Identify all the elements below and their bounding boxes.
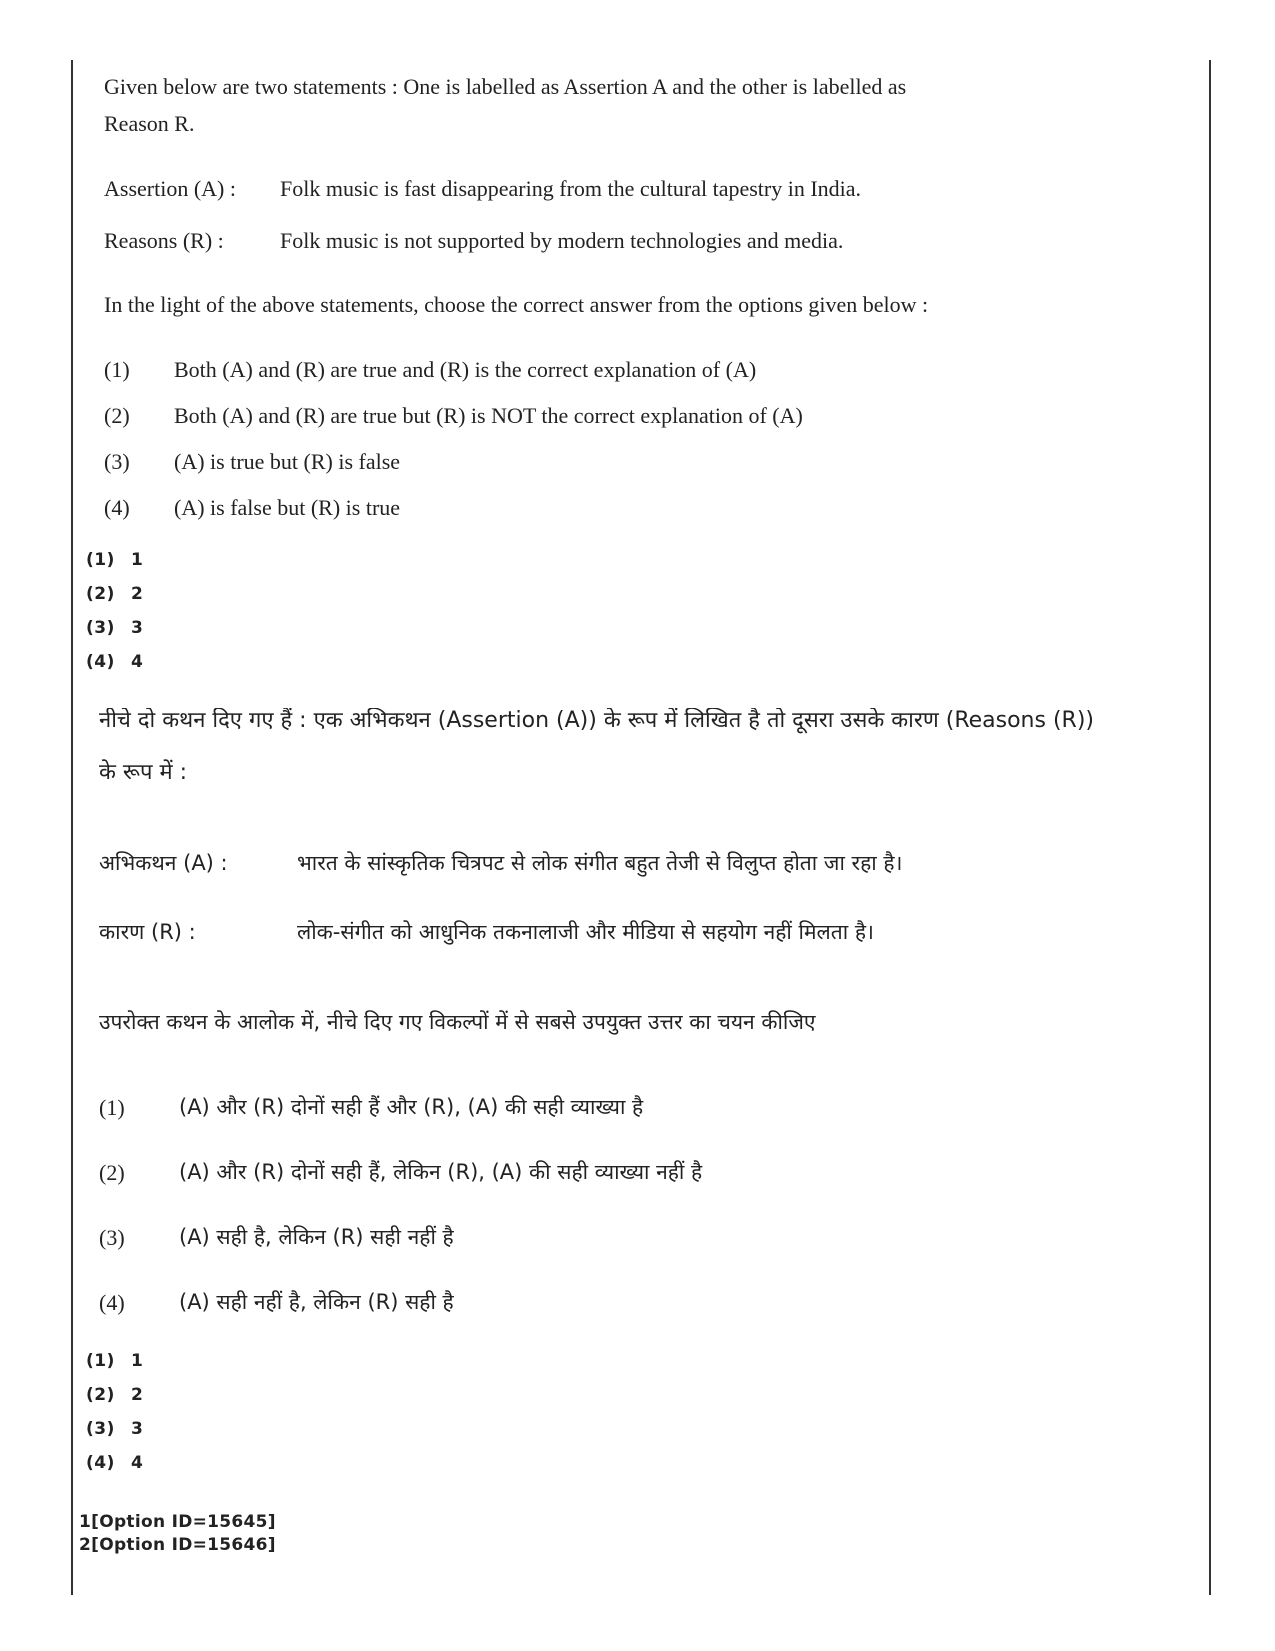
hindi-option-number: (4) (99, 1290, 125, 1315)
english-option-text: Both (A) and (R) are true but (R) is NOT the correct explanation of (A) (174, 403, 803, 428)
hindi-assertion-label: अभिकथन (A) : (99, 851, 228, 875)
option-id-line: 2[Option ID=15646] (79, 1535, 276, 1555)
hindi-assertion-text: भारत के सांस्कृतिक चित्रपट से लोक संगीत बहुत तेजी से विलुप्त होता जा रहा है। (297, 851, 903, 875)
english-assertion-label: Assertion (A) : (104, 176, 236, 201)
english-option-number: (3) (104, 449, 130, 474)
answer-choice[interactable] (86, 1385, 143, 1405)
answer-choice-number: (1) (86, 1351, 115, 1371)
answer-choice-number: (1) (86, 550, 115, 570)
answer-choice[interactable] (86, 652, 143, 672)
answer-choice[interactable] (86, 1351, 143, 1371)
hindi-option-number: (3) (99, 1225, 125, 1250)
english-option-number: (1) (104, 357, 130, 382)
english-assertion-text: Folk music is fast disappearing from the cultural tapestry in India. (280, 176, 862, 201)
answer-choice-value: 1 (131, 550, 144, 570)
english-option-number: (4) (104, 495, 130, 520)
answer-choice-value: 2 (131, 584, 144, 604)
answer-choice[interactable] (86, 584, 143, 604)
answer-choice-value: 4 (131, 1453, 144, 1473)
answer-choice-value: 1 (131, 1351, 144, 1371)
answer-choice-value: 3 (131, 1419, 144, 1439)
hindi-option-text: (A) और (R) दोनों सही हैं और (R), (A) की सही व्याख्या है (179, 1095, 644, 1119)
english-reason-text: Folk music is not supported by modern technologies and media. (280, 228, 844, 253)
english-option-text: (A) is false but (R) is true (174, 495, 401, 520)
hindi-option-number: (1) (99, 1095, 125, 1120)
english-option-text: (A) is true but (R) is false (174, 449, 401, 474)
english-option-number: (2) (104, 403, 130, 428)
answer-choice[interactable] (86, 550, 143, 570)
hindi-intro-line1: नीचे दो कथन दिए गए हैं : एक अभिकथन (Assertion (A)) के रूप में लिखित है तो दूसरा उसके कारण (Reasons (R)) (99, 708, 1094, 733)
answer-choice-value: 4 (131, 652, 144, 672)
right-margin-rule (1209, 60, 1211, 1595)
english-intro-line1: Given below are two statements : One is labelled as Assertion A and the other is labelled as (104, 74, 907, 99)
english-instruction: In the light of the above statements, choose the correct answer from the options given below : (104, 292, 929, 317)
answer-choice-value: 2 (131, 1385, 144, 1405)
answer-choice-value: 3 (131, 618, 144, 638)
hindi-reason-label: कारण (R) : (99, 920, 196, 944)
hindi-reason-text: लोक-संगीत को आधुनिक तकनालाजी और मीडिया से सहयोग नहीं मिलता है। (297, 920, 874, 944)
answer-choice[interactable] (86, 618, 143, 638)
answer-choice-number: (3) (86, 618, 115, 638)
answer-choice[interactable] (86, 1453, 143, 1473)
hindi-option-number: (2) (99, 1160, 125, 1185)
left-margin-rule (71, 60, 73, 1595)
answer-choice-number: (2) (86, 1385, 115, 1405)
answer-choice[interactable] (86, 1419, 143, 1439)
hindi-option-text: (A) सही नहीं है, लेकिन (R) सही है (179, 1290, 454, 1314)
hindi-option-text: (A) सही है, लेकिन (R) सही नहीं है (179, 1225, 454, 1249)
english-reason-label: Reasons (R) : (104, 228, 224, 253)
hindi-option-text: (A) और (R) दोनों सही हैं, लेकिन (R), (A) की सही व्याख्या नहीं है (179, 1160, 703, 1184)
option-id-line: 1[Option ID=15645] (79, 1512, 276, 1532)
answer-choice-number: (3) (86, 1419, 115, 1439)
english-intro-line2: Reason R. (104, 111, 195, 136)
answer-choice-number: (4) (86, 652, 115, 672)
answer-choice-number: (4) (86, 1453, 115, 1473)
hindi-intro-line2: के रूप में : (99, 760, 188, 785)
hindi-instruction: उपरोक्त कथन के आलोक में, नीचे दिए गए विकल्पों में से सबसे उपयुक्त उत्तर का चयन कीजिए (99, 1010, 816, 1034)
answer-choice-number: (2) (86, 584, 115, 604)
english-option-text: Both (A) and (R) are true and (R) is the correct explanation of (A) (174, 357, 757, 382)
